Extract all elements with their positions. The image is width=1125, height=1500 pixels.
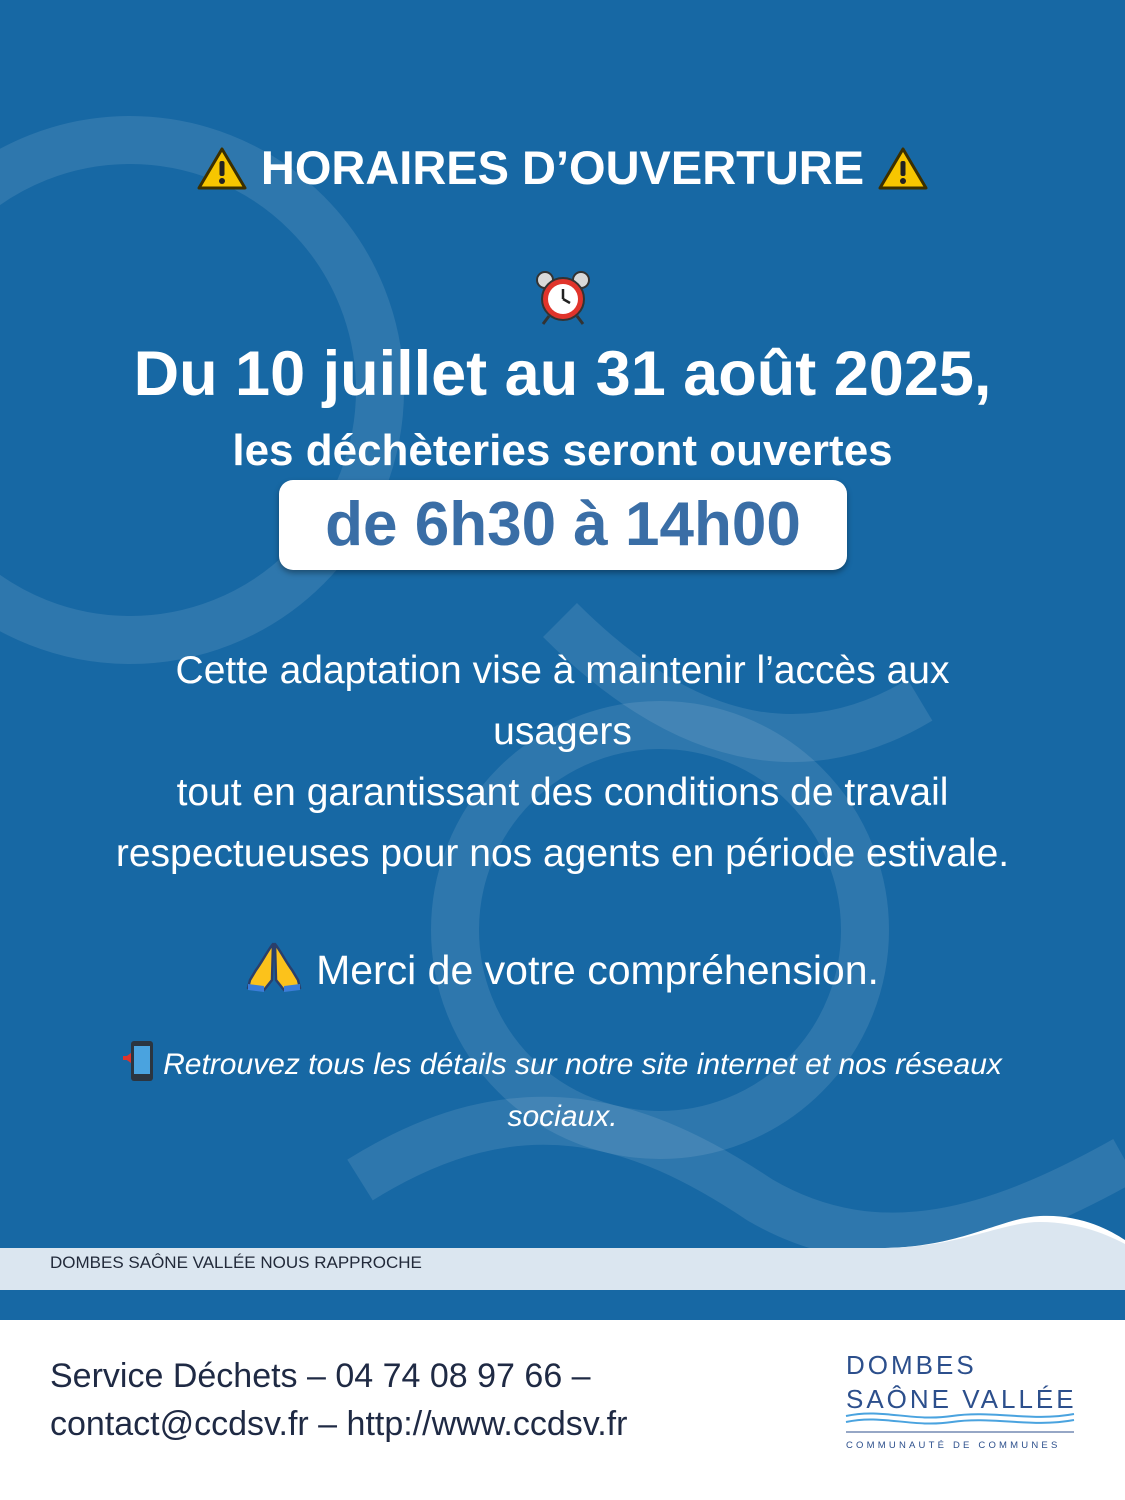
contact-phone-line: Service Déchets – 04 74 08 97 66 – [50,1357,591,1395]
paragraph-line: usagers [493,710,632,753]
page-title: HORAIRES D’OUVERTURE [260,141,865,194]
date-range: Du 10 juillet au 31 août 2025, [133,339,992,409]
opening-subtitle: les déchèteries seront ouvertes [232,426,893,475]
opening-hours-badge: de 6h30 à 14h00 [279,480,847,570]
paragraph-line: Cette adaptation vise à maintenir l’accès aux [175,649,950,692]
logo-line1: DOMBES [846,1350,977,1380]
contact-web-line: contact@ccdsv.fr – http://www.ccdsv.fr [50,1405,628,1443]
paragraph-line: respectueuses pour nos agents en période estivale. [115,832,1010,875]
details-line: Retrouvez tous les détails sur notre site internet et nos réseaux [0,1040,1125,1095]
paragraph-line: tout en garantissant des conditions de travail [176,771,949,814]
ccdsv-logo [842,1348,1082,1458]
details-line: sociaux. [507,1100,618,1133]
logo-line2: SAÔNE VALLÉE [846,1384,1077,1414]
tagline: DOMBES SAÔNE VALLÉE NOUS RAPPROCHE [50,1253,422,1272]
logo-caption: COMMUNAUTÉ DE COMMUNES [846,1440,1061,1451]
contact-info [50,1352,627,1448]
thanks-text: Merci de votre compréhension. [316,947,879,993]
